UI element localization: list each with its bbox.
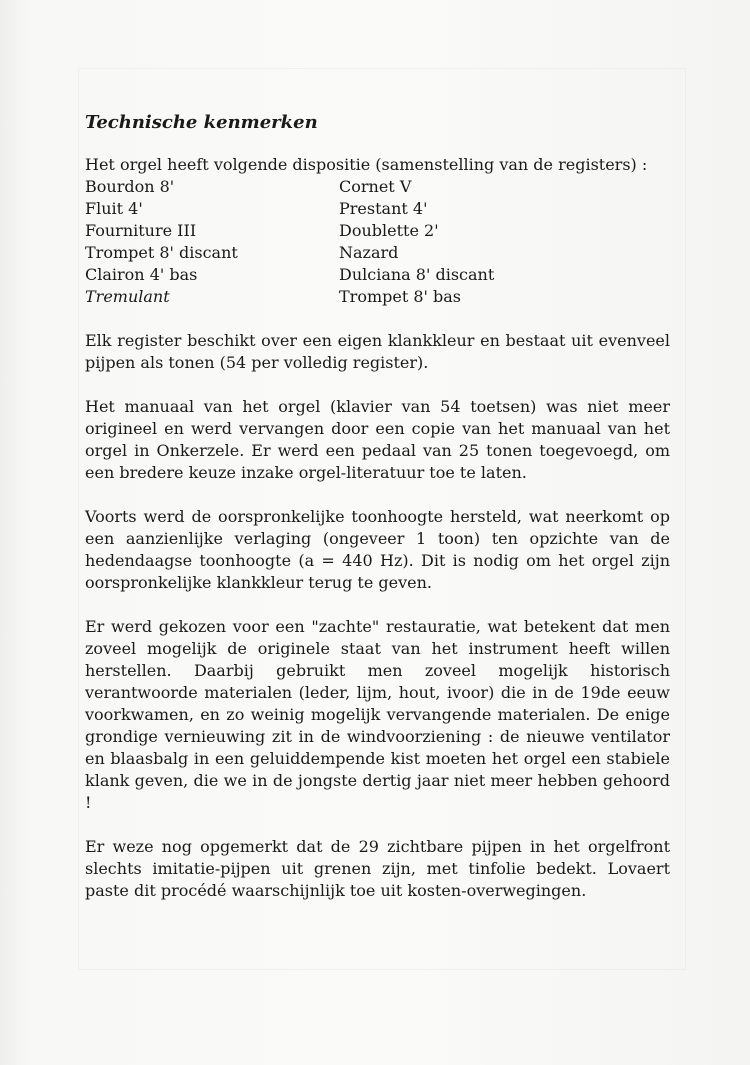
- register-left: Fluit 4': [85, 199, 143, 218]
- register-left: Tremulant: [85, 287, 170, 306]
- paragraph: Er werd gekozen voor een "zachte" restauratie, wat betekent dat men zoveel mogelijk de originele staat van het instrument heeft willen herstellen. Daarbij gebruikt men zoveel mogelijk historisch verantwoorde materialen (leder, lijm, hout, ivoor) die in de 19de eeuw voorkwamen, en zo weinig mogelijk vervangende materialen. De enige grondige vernieuwing zit in de windvoorziening : de nieuwe ventilator en blaasbalg in een geluiddempende kist moeten het orgel een stabiele klank geven, die we in de jongste dertig jaar niet meer hebben gehoord !: [85, 617, 670, 812]
- register-list: [85, 176, 670, 308]
- paragraph: Elk register beschikt over een eigen klankkleur en bestaat uit evenveel pijpen als tonen (54 per volledig register).: [85, 331, 670, 372]
- register-right: Nazard: [339, 243, 399, 262]
- register-right: Prestant 4': [339, 199, 428, 218]
- register-right: Dulciana 8' discant: [339, 265, 495, 284]
- register-left: Fourniture III: [85, 221, 197, 240]
- section-title: Technische kenmerken: [85, 112, 318, 133]
- register-right: Trompet 8' bas: [339, 287, 462, 306]
- paragraph: Er weze nog opgemerkt dat de 29 zichtbare pijpen in het orgelfront slechts imitatie-pijpen uit grenen zijn, met tinfolie bedekt. Lovaert paste dit procédé waarschijnlijk toe uit kosten-overwegingen.: [85, 837, 670, 900]
- register-right: Doublette 2': [339, 221, 439, 240]
- register-left: Clairon 4' bas: [85, 265, 198, 284]
- paragraph: Het manuaal van het orgel (klavier van 54 toetsen) was niet meer origineel en werd vervangen door een copie van het manuaal van het orgel in Onkerzele. Er werd een pedaal van 25 tonen toegevoegd, om een bredere keuze inzake orgel-literatuur toe te laten.: [85, 397, 670, 482]
- register-right: Cornet V: [339, 177, 412, 196]
- register-left: Bourdon 8': [85, 177, 175, 196]
- intro-line: Het orgel heeft volgende dispositie (samenstelling van de registers) :: [85, 155, 648, 174]
- document-body: [85, 112, 670, 924]
- register-left: Trompet 8' discant: [85, 243, 238, 262]
- paragraph: Voorts werd de oorspronkelijke toonhoogte hersteld, wat neerkomt op een aanzienlijke verlaging (ongeveer 1 toon) ten opzichte van de hedendaagse toonhoogte (a = 440 Hz). Dit is nodig om het orgel zijn oorspronkelijke klankkleur terug te geven.: [85, 507, 670, 592]
